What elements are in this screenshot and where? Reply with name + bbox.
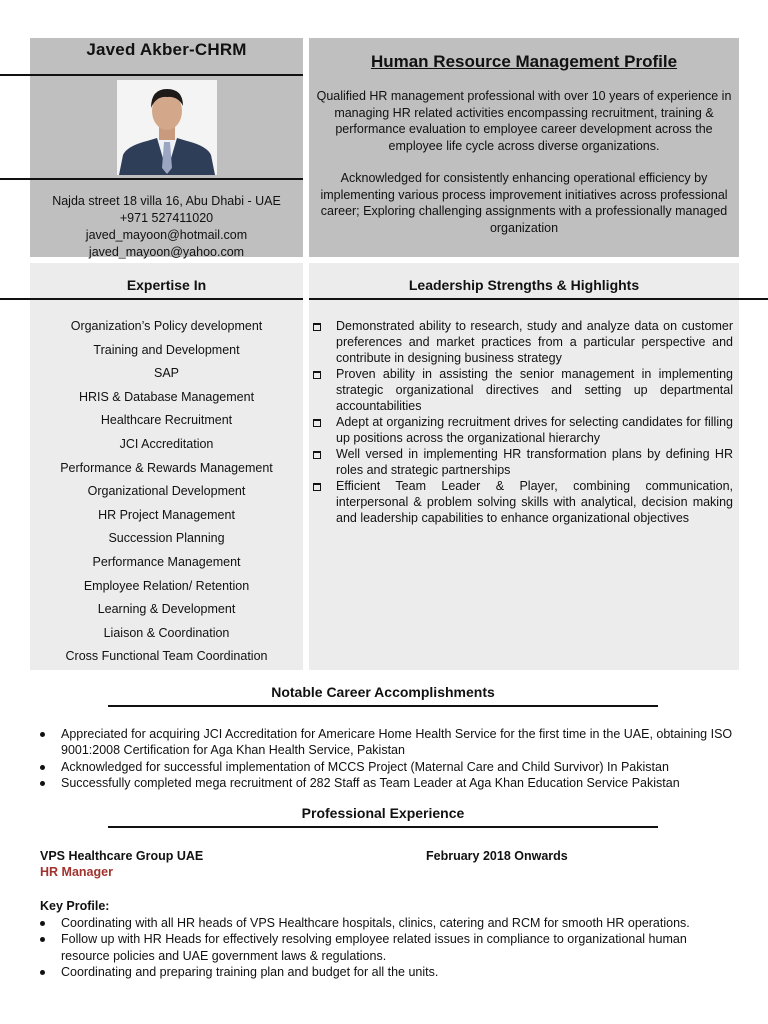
- accomplishment-text: Successfully completed mega recruitment of 282 Staff as Team Leader at Aga Khan Education Service Pakistan: [61, 775, 680, 790]
- expertise-item: Organizational Development: [87, 484, 246, 499]
- expertise-item: Performance Management: [92, 554, 241, 569]
- expertise-item: Performance & Rewards Management: [60, 460, 273, 475]
- email-primary[interactable]: javed_mayoon@hotmail.com: [85, 228, 248, 242]
- experience-title: Professional Experience: [301, 805, 465, 821]
- expertise-title: Expertise In: [126, 277, 207, 293]
- leadership-item: [313, 478, 733, 526]
- duty-item: [38, 915, 728, 931]
- expertise-item: Employee Relation/ Retention: [83, 578, 250, 593]
- expertise-item: Training and Development: [93, 342, 240, 357]
- square-bullet-icon: [313, 483, 321, 491]
- square-bullet-icon: [313, 451, 321, 459]
- leadership-item-text: Proven ability in assisting the senior management in implementing strategic organizational directives and setting up departmental accountabilities: [336, 367, 733, 413]
- square-bullet-icon: [313, 323, 321, 331]
- expertise-divider: [0, 298, 303, 300]
- expertise-item: HR Project Management: [98, 507, 235, 522]
- leadership-item: [313, 414, 733, 446]
- accomplishments-title: Notable Career Accomplishments: [271, 684, 495, 700]
- square-bullet-icon: [313, 371, 321, 379]
- leadership-item: [313, 446, 733, 478]
- bullet-icon: [40, 781, 45, 786]
- email-secondary[interactable]: javed_mayoon@yahoo.com: [88, 245, 245, 259]
- experience-divider: [108, 826, 658, 828]
- duty-text: Coordinating and preparing training plan and budget for all the units.: [61, 964, 439, 979]
- candidate-name: Javed Akber-CHRM: [86, 40, 247, 59]
- square-bullet-icon: [313, 419, 321, 427]
- leadership-item: [313, 318, 733, 366]
- bullet-icon: [40, 765, 45, 770]
- profile-summary: [313, 88, 735, 252]
- expertise-item: JCI Accreditation: [119, 436, 214, 451]
- expertise-list: [30, 318, 303, 672]
- leadership-item-text: Demonstrated ability to research, study and analyze data on customer preferences and market practices from a particular perspective and contribute in designing business strategy: [336, 319, 733, 365]
- expertise-item: Succession Planning: [108, 531, 225, 546]
- leadership-item: [313, 366, 733, 414]
- accomplishment-text: Appreciated for acquiring JCI Accreditation for Americare Home Health Service for the first time in the UAE, obtaining ISO 9001:2008 Certification for Aga Khan Health Service, Pakistan: [61, 727, 733, 758]
- bullet-icon: [40, 937, 45, 942]
- duty-text: Follow up with HR Heads for effectively resolving employee related issues in compliance to organizational human resource policies and UAE government laws & regulations.: [61, 932, 687, 963]
- expertise-item: Healthcare Recruitment: [100, 413, 233, 428]
- job-title: HR Manager: [40, 865, 113, 879]
- name-divider: [0, 74, 303, 76]
- duty-text: Coordinating with all HR heads of VPS Healthcare hospitals, clinics, catering and RCM for smooth HR operations.: [61, 916, 690, 930]
- leadership-list: [313, 318, 733, 526]
- expertise-item: Learning & Development: [97, 602, 236, 617]
- phone-number: +971 527411020: [119, 211, 214, 225]
- leadership-item-text: Efficient Team Leader & Player, combining communication, interpersonal & problem solving skills with analytical, decision making and leadership capabilities to enhance organizational objectives: [336, 479, 733, 525]
- key-profile-label: Key Profile:: [40, 899, 110, 913]
- accomplishments-list: [38, 726, 733, 791]
- bullet-icon: [40, 732, 45, 737]
- accomplishment-item: [38, 775, 733, 791]
- experience-duties-list: [38, 915, 728, 980]
- accomplishment-text: Acknowledged for successful implementation of MCCS Project (Maternal Care and Child Survivor) In Pakistan: [61, 759, 669, 774]
- accomplishment-item: [38, 726, 733, 759]
- leadership-item-text: Well versed in implementing HR transformation plans by defining HR roles and strategic partnerships: [336, 447, 733, 477]
- expertise-item: Liaison & Coordination: [103, 625, 230, 640]
- leadership-title: Leadership Strengths & Highlights: [408, 277, 640, 293]
- bullet-icon: [40, 921, 45, 926]
- photo-divider: [0, 178, 303, 180]
- leadership-divider: [309, 298, 768, 300]
- bullet-icon: [40, 970, 45, 975]
- expertise-item: HRIS & Database Management: [78, 389, 255, 404]
- leadership-item-text: Adept at organizing recruitment drives for selecting candidates for filling up positions across the organizational hierarchy: [336, 415, 733, 445]
- accomplishment-item: [38, 759, 733, 775]
- profile-paragraph: Acknowledged for consistently enhancing operational efficiency by implementing various process improvement initiatives across professional career; Exploring challenging assignments with a professionally managed organization: [320, 171, 728, 235]
- accomplishments-divider: [108, 705, 658, 707]
- duty-item: [38, 931, 728, 964]
- expertise-item: Cross Functional Team Coordination: [65, 649, 268, 664]
- employment-period: February 2018 Onwards: [426, 849, 568, 863]
- contact-info: [30, 193, 303, 261]
- company-name: VPS Healthcare Group UAE: [40, 849, 204, 863]
- profile-paragraph: Qualified HR management professional with over 10 years of experience in managing HR related activities encompassing recruitment, training & performance evaluation to employee career development across the employee life cycle across diverse organizations.: [316, 89, 732, 153]
- expertise-item: SAP: [153, 366, 179, 381]
- duty-item: [38, 964, 728, 980]
- profile-title: Human Resource Management Profile: [370, 52, 678, 71]
- address: Najda street 18 villa 16, Abu Dhabi - UAE: [52, 194, 281, 208]
- expertise-item: Organization’s Policy development: [70, 319, 263, 333]
- profile-photo: [117, 80, 217, 175]
